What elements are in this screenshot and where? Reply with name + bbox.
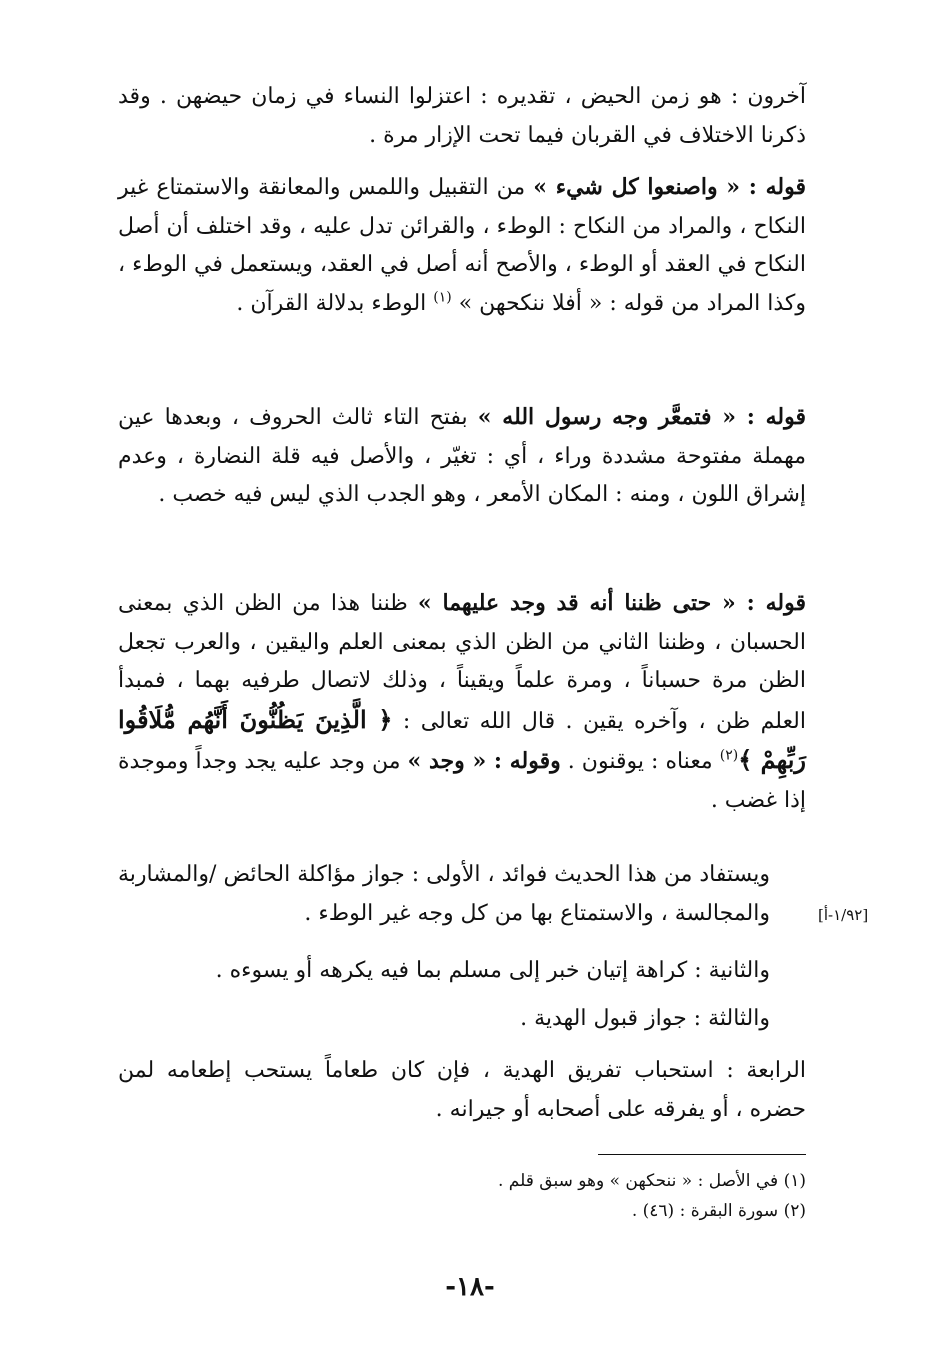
footnote-1: (١) في الأصل : « ننحكهن » وهو سبق قلم . [498,1171,806,1191]
paragraph-6 [118,952,806,991]
paragraph-2-lead: قوله : « واصنعوا كل شيء » [533,174,806,200]
footnote-separator [598,1154,806,1155]
body-text-top [118,78,806,155]
paragraph-4-lead: قوله : « حتى ظننا أنه قد وجد عليهما » [417,590,806,616]
paragraph-3-text: بفتح التاء ثالث الحروف ، وبعدها عين مهملة مفتوحة مشددة وراء ، أي : تغيّر ، والأصل فيه قلة النضارة ، وعدم إشراق اللون ، ومنه : المكان الأمعر ، وهو الجدب الذي ليس فيه خصب . [118,405,806,508]
body-text-2 [118,168,806,323]
body-text-4 [118,584,806,821]
footnote-ref-1: (١) [433,289,452,306]
paragraph-4 [118,584,806,821]
quran-verse: ﴿ الَّذِينَ يَظُنُّونَ أَنَّهُم مُّلَاقُوا رَبِّهِمْ ﴾ [118,704,806,775]
page-number: -١٨- [445,1272,495,1302]
paragraph-4-text-2: معناه : يوقنون . [560,749,720,775]
paragraph-8 [118,1052,806,1129]
body-text-6 [118,952,806,991]
paragraph-5-text: ويستفاد من هذا الحديث فوائد ، الأولى : جواز مؤاكلة الحائض /والمشاربة والمجالسة ، والاستمتاع بها من كل وجه غير الوطء . [118,862,770,926]
paragraph-7-text: والثالثة : جواز قبول الهدية . [520,1006,770,1031]
body-text-7 [118,1000,806,1039]
paragraph-4-text-3: من وجد عليه يجد وجداً وموجدة إذا غضب . [118,749,806,813]
footnote-ref-2: (٢) [719,748,739,765]
paragraph-3-lead: قوله : « فتمعَّر وجه رسول الله » [477,404,806,430]
paragraph-8-text: الرابعة : استحباب تفريق الهدية ، فإن كان طعاماً يستحب إطعامه لمن حضره ، أو يفرقه على أصحابه أو جيرانه . [118,1058,806,1122]
paragraph-6-text: والثانية : كراهة إتيان خبر إلى مسلم بما فيه يكرهه أو يسوءه . [215,958,770,983]
paragraph-5 [118,856,806,933]
body-text-5 [118,856,806,933]
paragraph-2-tail: الوطء بدلالة القرآن . [236,290,434,316]
paragraph-2 [118,168,806,323]
paragraph-4-lead-2: وقوله : « وجد » [407,748,561,775]
body-text-3 [118,398,806,515]
footnotes [300,1166,806,1226]
footnote-2: (٢) سورة البقرة : (٤٦) . [631,1201,806,1221]
paragraph-2-text: من التقبيل واللمس والمعانقة والاستمتاع غير النكاح ، والمراد من النكاح : الوطء ، والقرائن تدل عليه ، وقد اختلف أن أصل النكاح في العقد أو الوطء ، والأصح أنه أصل في العقد، ويستعمل في الوطء ، وكذا المراد من قوله : « أفلا ننكحهن » [118,175,806,316]
body-text-8 [118,1052,806,1129]
paragraph-3 [118,398,806,515]
paragraph-1-text: آخرون : هو زمن الحيض ، تقديره : اعتزلوا النساء في زمان حيضهن . وقد ذكرنا الاختلاف في القربان فيما تحت الإزار مرة . [118,84,806,148]
paragraph-4-text-1: ظننا هذا من الظن الذي بمعنى الحسبان ، وظننا الثاني من الظن الذي بمعنى العلم واليقين ، والعرب تجعل الظن مرة حسباناً ، ومرة علماً ويقيناً ، وذلك لاتصال طرفيه بهما ، فمبدأ العلم ظن ، وآخره يقين . قال الله تعالى : [118,591,806,734]
paragraph-1 [118,78,806,155]
paragraph-7 [118,1000,806,1039]
margin-manuscript-ref: [١/٩٢-أ] [818,906,869,924]
